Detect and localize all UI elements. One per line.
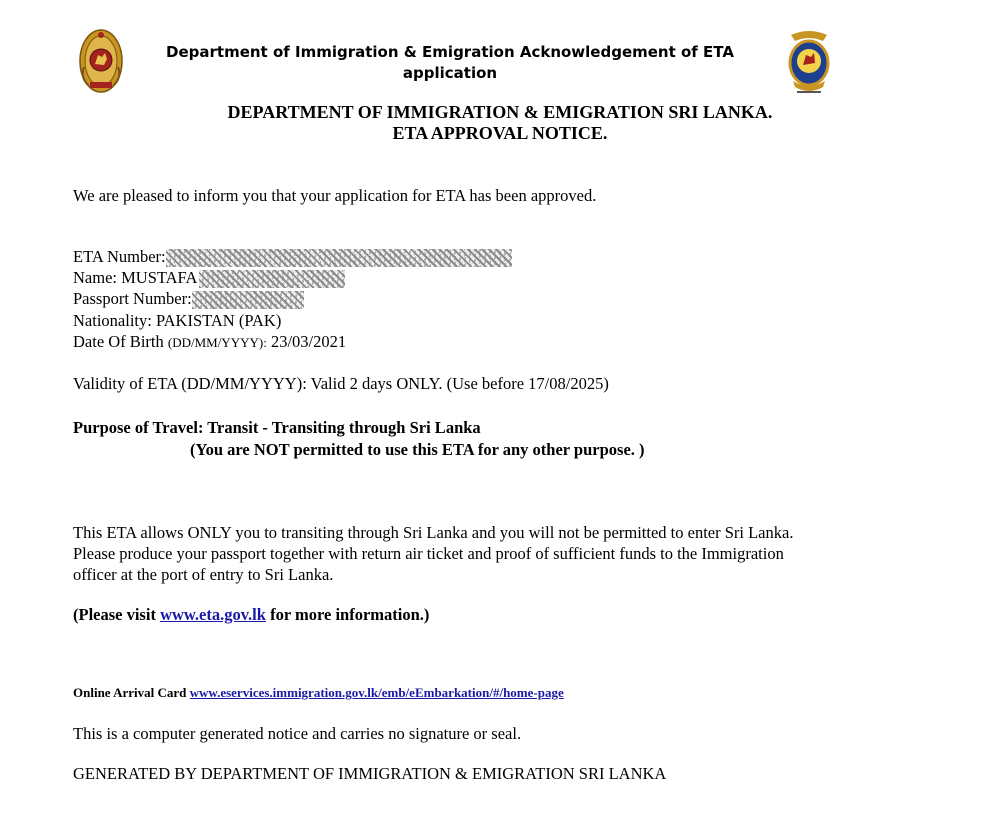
name-row [73, 267, 345, 288]
eta-website-link[interactable]: www.eta.gov.lk [160, 605, 266, 624]
dob-format: (DD/MM/YYYY): [167, 335, 267, 350]
generated-by-text: GENERATED BY DEPARTMENT OF IMMIGRATION & EMIGRATION SRI LANKA [73, 764, 667, 783]
arrival-card-link[interactable]: www.eservices.immigration.gov.lk/emb/eEmbarkation/#/home-page [189, 685, 564, 700]
validity-value: Valid 2 days ONLY. (Use before 17/08/2025) [310, 374, 609, 393]
computer-generated-note: This is a computer generated notice and carries no signature or seal. [73, 724, 522, 743]
passport-row [73, 288, 304, 309]
name-label: Name: [73, 268, 117, 287]
passport-label: Passport Number: [73, 289, 192, 308]
notice-title-line2: ETA APPROVAL NOTICE. [392, 123, 608, 143]
immigration-department-crest-icon [783, 27, 835, 97]
conditions-paragraph [73, 522, 933, 585]
visit-prefix: (Please visit [73, 605, 156, 624]
nationality-value: PAKISTAN (PAK) [155, 311, 282, 330]
redaction-eta-number [166, 249, 512, 267]
intro-text: We are pleased to inform you that your application for ETA has been approved. [73, 186, 597, 205]
dob-row [73, 331, 346, 353]
arrival-row [73, 684, 564, 702]
sri-lanka-emblem-icon [78, 27, 124, 95]
redaction-name [199, 270, 345, 288]
nationality-label: Nationality: [73, 311, 152, 330]
eta-number-label: ETA Number: [73, 247, 166, 266]
conditions-line3: officer at the port of entry to Sri Lanka. [73, 565, 334, 584]
eta-number-row [73, 246, 512, 267]
name-value: MUSTAFA [121, 268, 198, 287]
notice-title-line1: DEPARTMENT OF IMMIGRATION & EMIGRATION SRI LANKA. [227, 102, 773, 122]
validity-label: Validity of ETA (DD/MM/YYYY): [73, 374, 307, 393]
visit-row [73, 604, 429, 625]
nationality-row [73, 310, 281, 331]
purpose-note: (You are NOT permitted to use this ETA for any other purpose. ) [190, 440, 645, 459]
arrival-label: Online Arrival Card [73, 685, 187, 700]
dob-value: 23/03/2021 [270, 332, 347, 351]
validity-row [73, 373, 609, 394]
purpose-value: Transit - Transiting through Sri Lanka [207, 418, 481, 437]
dob-label: Date Of Birth [73, 332, 164, 351]
notice-title [150, 102, 850, 144]
visit-suffix: for more information.) [270, 605, 430, 624]
conditions-line1: This ETA allows ONLY you to transiting through Sri Lanka and you will not be permitted to enter Sri Lanka. [73, 523, 794, 542]
redaction-passport [192, 291, 304, 309]
purpose-row [73, 417, 481, 438]
purpose-label: Purpose of Travel: [73, 418, 204, 437]
header-title: Department of Immigration & Emigration Acknowledgement of ETA application [166, 43, 734, 82]
conditions-line2: Please produce your passport together with return air ticket and proof of sufficient funds to the Immigration [73, 544, 784, 563]
